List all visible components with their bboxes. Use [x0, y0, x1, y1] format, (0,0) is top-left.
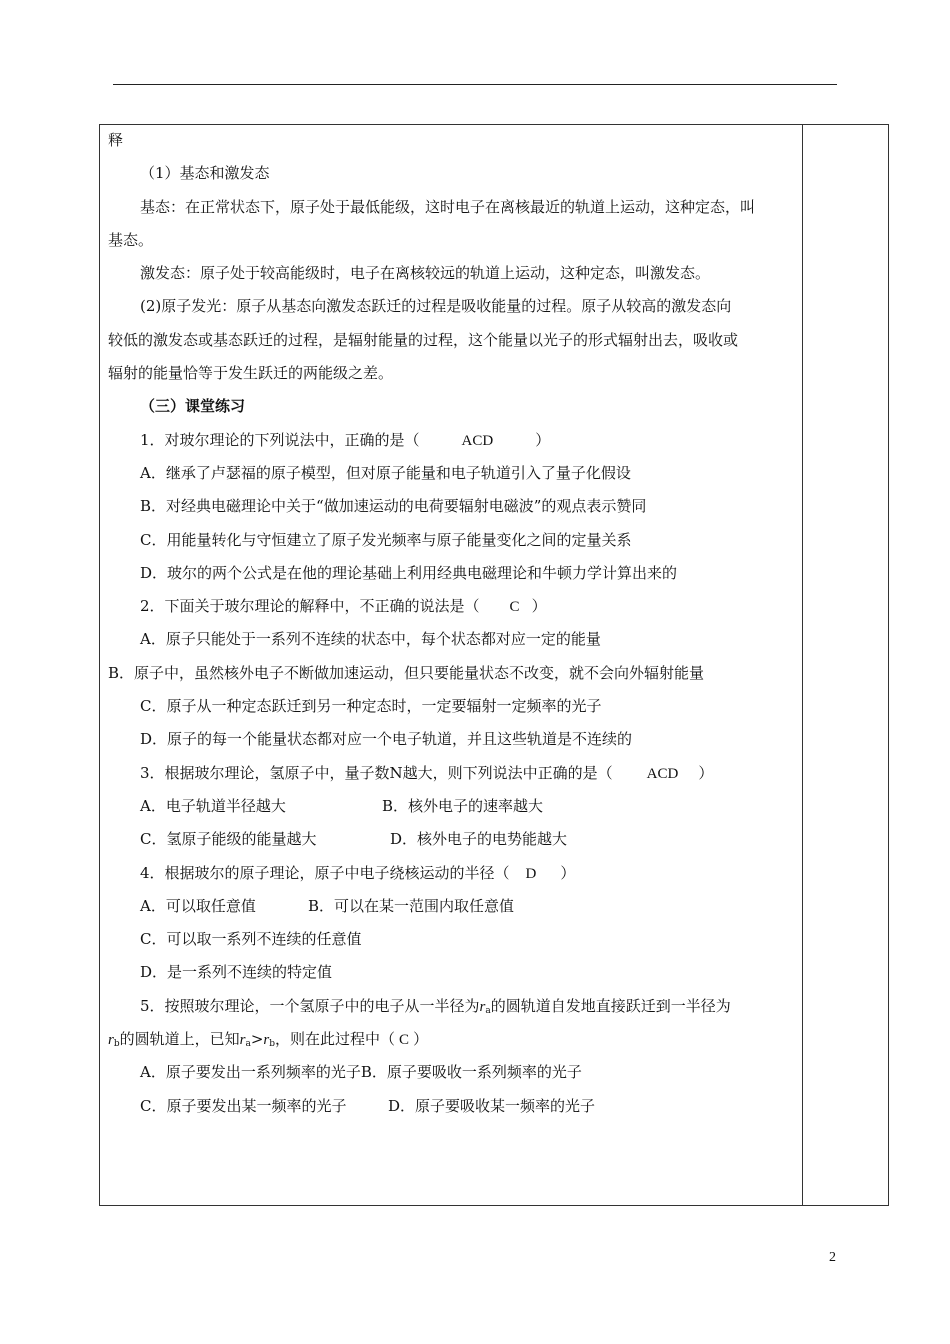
option: A．电子轨道半径越大	[140, 796, 286, 815]
answer: C	[399, 1032, 410, 1049]
option: D．原子的每一个能量状态都对应一个电子轨道，并且这些轨道是不连续的	[140, 730, 633, 749]
option: C．氢原子能级的能量越大	[140, 830, 317, 849]
option: C．用能量转化与守恒建立了原子发光频率与原子能量变化之间的定量关系	[140, 530, 632, 549]
stem-text: 1．对玻尔理论的下列说法中，正确的是（	[140, 430, 420, 449]
subscript: a	[485, 1005, 491, 1016]
stem-text: 2．下面关于玻尔理论的解释中，不正确的说法是（	[140, 597, 480, 616]
option: C．原子要发出某一频率的光子	[140, 1096, 347, 1115]
question-1-stem	[108, 424, 798, 457]
option-row	[108, 823, 798, 856]
option: B．核外电子的速率越大	[382, 796, 544, 815]
radius-symbol: r	[108, 1032, 114, 1049]
text-line: 较低的激发态或基态跃迁的过程，是辐射能量的过程，这个能量以光子的形式辐射出去，吸收或	[108, 330, 739, 349]
exercise-heading: （三）课堂练习	[140, 397, 246, 416]
gt-sign: >	[250, 1030, 264, 1049]
stem-text: ，则在此过程中（	[275, 1030, 396, 1049]
subscript: b	[269, 1039, 276, 1050]
stem-close: ）	[531, 597, 547, 616]
main-content	[108, 124, 798, 1123]
stem-close: ）	[413, 1030, 429, 1049]
stem-close: ）	[560, 863, 576, 882]
answer: ACD	[646, 765, 679, 782]
text-line: 基态：在正常状态下，原子处于最低能级，这时电子在离核最近的轨道上运动，这种定态，叫	[140, 197, 756, 216]
option: B．原子中，虽然核外电子不断做加速运动，但只要能量状态不改变，就不会向外辐射能量	[108, 663, 705, 682]
option: A．继承了卢瑟福的原子模型，但对原子能量和电子轨道引入了量子化假设	[140, 463, 631, 482]
radius-symbol: r	[263, 1032, 270, 1049]
option-row	[108, 1090, 798, 1123]
subscript: a	[245, 1039, 251, 1050]
radius-symbol: r	[479, 998, 486, 1015]
option: B．对经典电磁理论中关于“做加速运动的电荷要辐射电磁波”的观点表示赞同	[140, 497, 647, 516]
option: B．可以在某一范围内取任意值	[308, 896, 515, 915]
stem-text: 的圆轨道自发地直接跃迁到一半径为	[490, 996, 731, 1015]
text-line: 释	[108, 131, 124, 149]
stem-text: 4．根据玻尔的原子理论，原子中电子绕核运动的半径（	[140, 863, 510, 882]
option: A．原子要发出一系列频率的光子	[140, 1063, 361, 1082]
option: A．原子只能处于一系列不连续的状态中，每个状态都对应一定的能量	[140, 630, 601, 649]
question-4-stem	[108, 857, 798, 890]
option: B．原子要吸收一系列频率的光子	[360, 1063, 582, 1082]
header-rule	[113, 84, 837, 85]
section-heading: （1）基态和激发态	[140, 164, 270, 183]
page-number: 2	[829, 1250, 836, 1265]
text-line: 辐射的能量恰等于发生跃迁的两能级之差。	[108, 364, 394, 383]
option: C．原子从一种定态跃迁到另一种定态时，一定要辐射一定频率的光子	[140, 697, 602, 716]
answer: C	[509, 599, 520, 616]
option-row	[108, 890, 798, 923]
question-5-stem-cont	[108, 1023, 798, 1056]
option-row	[108, 1056, 798, 1089]
option: A．可以取任意值	[140, 896, 256, 915]
stem-close: ）	[535, 430, 551, 449]
option: D．玻尔的两个公式是在他的理论基础上利用经典电磁理论和牛顿力学计算出来的	[140, 563, 678, 582]
option-row	[108, 790, 798, 823]
question-5-stem	[108, 990, 798, 1023]
text-line: 激发态：原子处于较高能级时，电子在离核较远的轨道上运动，这种定态，叫激发态。	[140, 264, 711, 283]
option: D．核外电子的电势能越大	[390, 830, 568, 849]
stem-text: 3．根据玻尔理论，氢原子中，量子数N越大，则下列说法中正确的是（	[140, 763, 613, 782]
text-line: (2)原子发光：原子从基态向激发态跃迁的过程是吸收能量的过程。原子从较高的激发态向	[140, 297, 732, 316]
table-column-divider	[802, 124, 803, 1206]
stem-text: 的圆轨道上，已知	[119, 1030, 240, 1049]
option: D．是一系列不连续的特定值	[140, 963, 333, 982]
answer: ACD	[461, 432, 494, 449]
answer: D	[525, 865, 537, 882]
text-line: 基态。	[108, 230, 154, 249]
subscript: b	[113, 1039, 120, 1050]
question-2-stem	[108, 590, 798, 623]
stem-text: 5．按照玻尔理论，一个氢原子中的电子从一半径为	[140, 996, 480, 1015]
stem-close: ）	[698, 763, 714, 782]
question-3-stem	[108, 757, 798, 790]
option: D．原子要吸收某一频率的光子	[388, 1096, 596, 1115]
option: C．可以取一系列不连续的任意值	[140, 930, 362, 949]
radius-symbol: r	[239, 1032, 246, 1049]
